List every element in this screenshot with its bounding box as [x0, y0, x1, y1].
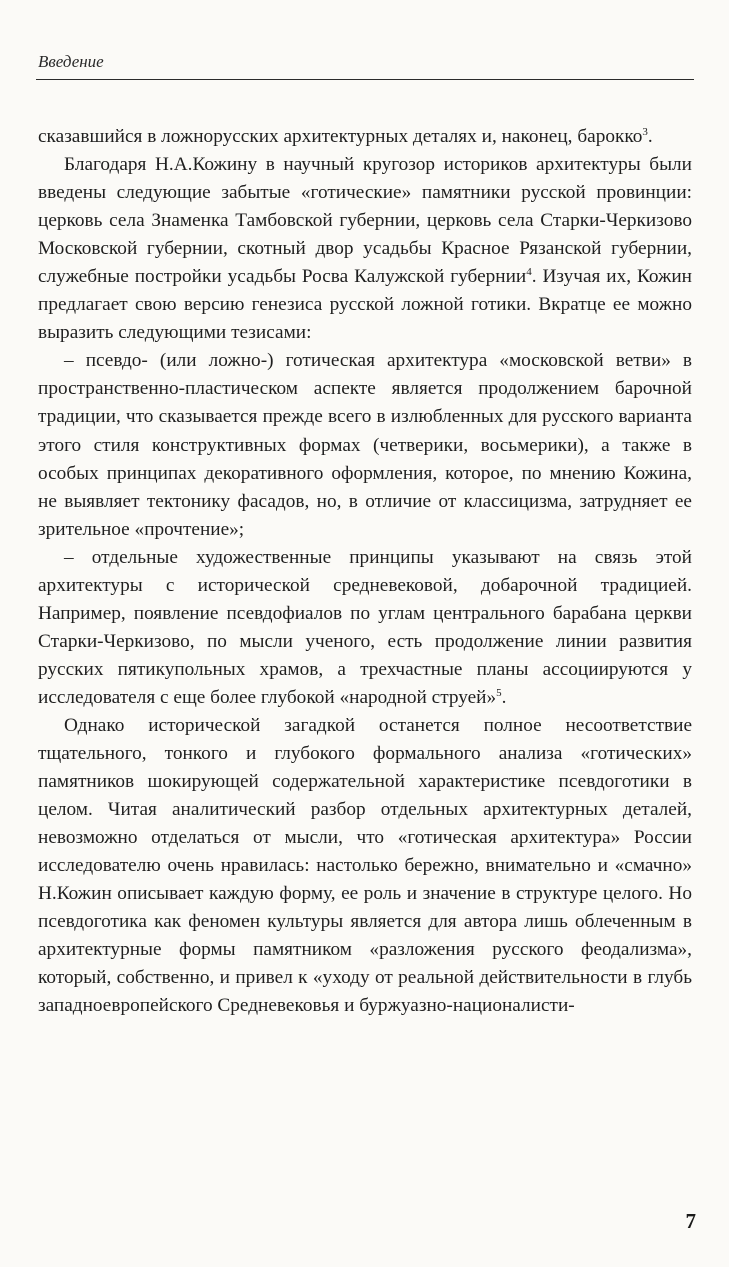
thesis-item: [38, 347, 692, 543]
paragraph-text: – отдельные художественные принципы указывают на связь этой архитектуры с исторической средневековой, добарочной традицией. Например, появление псевдофиалов по углам центрального барабана церкви Старки-Черкизово, по мысли ученого, есть продолжение линии развития русских пятикупольных храмов, а трехчастные планы ассоциируются у исследователя с еще более глубокой «народной струей»: [38, 546, 692, 708]
footnote-ref[interactable]: 3: [642, 126, 648, 138]
page-number: 7: [685, 1209, 696, 1233]
paragraph-text: сказавшийся в ложнорусских архитектурных деталях и, наконец, барокко: [38, 126, 643, 147]
paragraph-tail: .: [501, 686, 507, 708]
body-text: [38, 123, 692, 1021]
footnote-ref[interactable]: 4: [526, 266, 532, 279]
thesis-item: [38, 544, 692, 712]
header-rule: [36, 79, 694, 80]
running-head: Введение: [38, 52, 104, 71]
paragraph-text: Однако исторической загадкой останется полное несоответствие тщательного, тонкого и глубокого формального анализа «готических» памятников шокирующей содержательной характеристике псевдоготики в целом. Читая аналитический разбор отдельных архитектурных деталей, невозможно отделаться от мысли, что «готическая архитектура» России исследователю очень нравилась: настолько бережно, внимательно и «смачно» Н.Кожин описывает каждую форму, ее роль и значение в структуре целого. Но псевдоготика как феномен культуры является для автора лишь облеченным в архитектурные формы памятником «разложения русского феодализма», который, собственно, и привел к «уходу от реальной действительности в глубь западноевропейского Средневековья и буржуазно-националисти-: [38, 714, 692, 1017]
paragraph: [38, 151, 692, 347]
paragraph-text: – псевдо- (или ложно-) готическая архитектура «московской ветви» в пространственно-пластическом аспекте является продолжением барочной традиции, что сказывается прежде всего в излюбленных для русского варианта этого стиля конструктивных формах (четверики, восьмерики), а также в особых принципах декоративного оформления, которое, по мнению Кожина, не выявляет тектонику фасадов, но, в отличие от классицизма, затрудняет ее зрительное «прочтение»;: [38, 350, 692, 540]
paragraph: [38, 712, 692, 1021]
footnote-ref[interactable]: 5: [496, 686, 502, 699]
paragraph-text: . Изучая их, Кожин предлагает свою версию генезиса русской ложной готики. Вкратце ее можно выразить следующими тезисами:: [38, 266, 692, 344]
paragraph-continuation: сказавшийся в ложнорусских архитектурных деталях и, наконец, барокко$^3$.: [38, 126, 653, 147]
paragraph-text: Благодаря Н.А.Кожину в научный кругозор историков архитектуры были введены следующие забытые «готические» памятники русской провинции: церковь села Знаменка Тамбовской губернии, церковь села Старки-Черкизово Московской губернии, скотный двор усадьбы Красное Рязанской губернии, служебные постройки усадьбы Росва Калужской губернии: [38, 154, 692, 288]
